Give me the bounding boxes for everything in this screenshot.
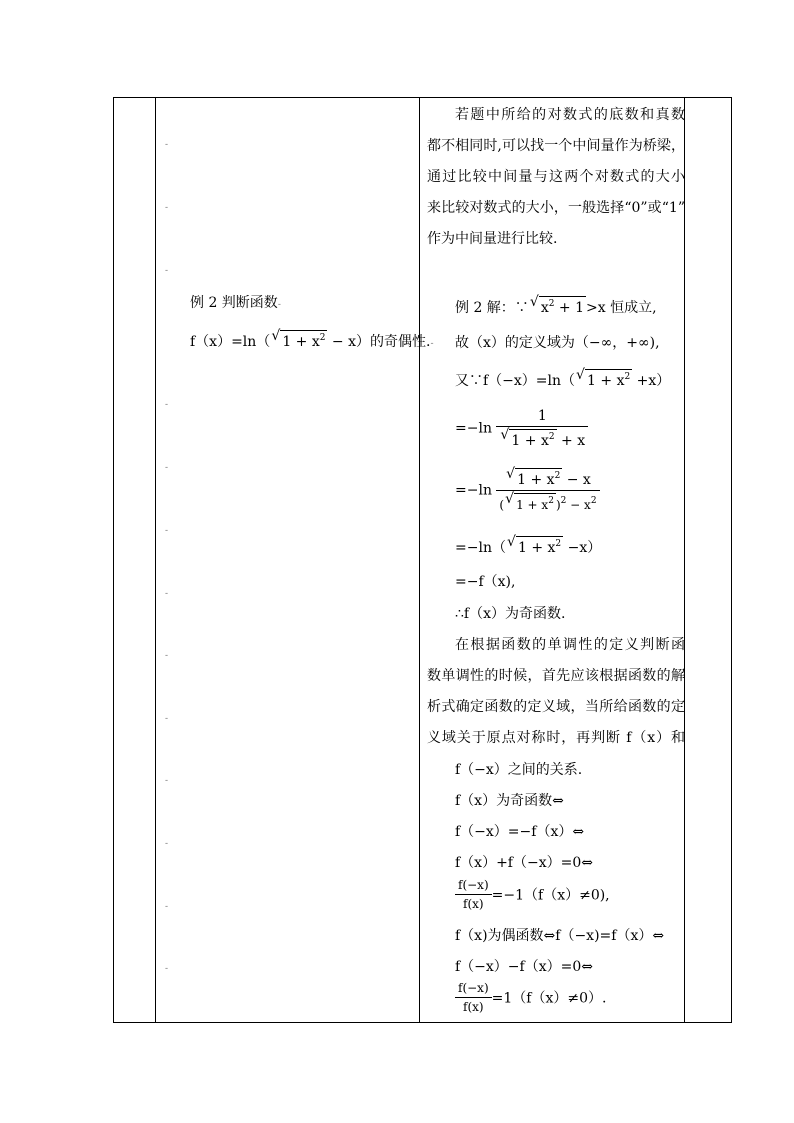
step-1: =−ln 1 √ $1 + x^2 + x$	[455, 408, 588, 449]
function-suffix: − x）的奇偶性.	[327, 334, 431, 350]
paragraph-mark: -	[165, 776, 169, 786]
paragraph-mark: -	[165, 589, 169, 599]
column-divider	[419, 98, 420, 1022]
step-3: =−ln（√ $1 + x^2 -x$）	[455, 536, 601, 557]
example-function	[190, 330, 434, 351]
sqrt-symbol: √ $1 + x^2$	[500, 429, 556, 449]
sqrt-symbol: √ $1 + x^2$	[271, 330, 327, 350]
sqrt-symbol: √ $1 + x^2$	[576, 369, 632, 389]
step-2: =−ln √ $\frac{1 + x^2 - x}{(√ 1 + x^2 )^2 - x^2}$	[455, 468, 600, 513]
fraction: $\frac{f(-x)}{f(x)}$	[455, 878, 492, 911]
para2-line: 数单调性的时候，首先应该根据函数的解	[427, 668, 685, 684]
paragraph-mark: -	[165, 463, 169, 473]
paragraph-mark: -	[430, 339, 434, 349]
column-divider	[155, 98, 156, 1022]
para1-line: 都不相同时,可以找一个中间量作为桥梁，	[427, 138, 685, 154]
paragraph-mark: -	[165, 140, 169, 150]
function-prefix: f（x）=ln（	[190, 334, 271, 350]
para2-line: 义域关于原点对称时，再判断 f（x）和	[427, 730, 685, 746]
example-title: 例 2 判断函数-	[190, 295, 281, 311]
even-label: f（x)为偶函数⇔f（−x)=f（x）⇔	[455, 928, 665, 944]
odd-condition-1: f（−x）=−f（x）⇔	[455, 824, 585, 840]
para2-line: 在根据函数的单调性的定义判断函	[455, 637, 685, 653]
para1-line: 来比较对数式的大小，一般选择“0”或“1”	[427, 200, 685, 216]
paragraph-mark: -	[165, 203, 169, 213]
sqrt-symbol: √ $1 + x^2$	[506, 468, 562, 488]
para1-line: 作为中间量进行比较.	[427, 231, 558, 247]
even-condition-1: f（−x）−f（x）=0⇔	[455, 959, 593, 975]
sqrt-symbol: √ $1 + x^2$	[505, 493, 556, 513]
paragraph-mark: -	[165, 266, 169, 276]
fraction: $\frac{f(-x)}{f(x)}$	[455, 981, 492, 1014]
paragraph-mark: -	[165, 714, 169, 724]
para2-line: 析式确定函数的定义域，当所给函数的定	[427, 699, 685, 715]
paragraph-mark: -	[165, 651, 169, 661]
solution-intro: 例 2 解：∵√ $x^2 + 1 >x$ 恒成立,	[455, 296, 657, 317]
paragraph-mark: -	[165, 964, 169, 974]
fraction: 1 √ $1 + x^2 + x$	[496, 408, 588, 449]
conclusion: ∴f（x）为奇函数.	[455, 606, 566, 622]
paragraph-mark: -	[165, 526, 169, 536]
odd-condition-2: f（x）+f（−x）=0⇔	[455, 855, 593, 871]
fraction: √ $\frac{1 + x^2 - x}{(√ 1 + x^2 )^2 - x^2}$	[496, 468, 599, 513]
even-condition-2: $\frac{f(-x)}{f(x)}$ =1（f（x）≠0）.	[455, 981, 606, 1014]
again-line: 又∵f（−x）=ln（√ $1 + x^2 +x$）	[455, 369, 670, 390]
domain-line: 故（x）的定义域为（−∞，+∞),	[455, 335, 660, 351]
step-4: =−f（x),	[455, 574, 516, 590]
para1-line: 通过比较中间量与这两个对数式的大小	[427, 169, 685, 185]
para2-last: f（−x）之间的关系.	[455, 762, 583, 778]
paragraph-mark: -	[165, 839, 169, 849]
paragraph-mark: -	[165, 902, 169, 912]
paragraph-mark: -	[165, 400, 169, 410]
paragraph-mark: -	[277, 300, 281, 310]
para1-line: 若题中所给的对数式的底数和真数	[455, 107, 685, 123]
odd-label: f（x）为奇函数⇔	[455, 793, 564, 809]
sqrt-symbol: √ $1 + x^2$	[507, 536, 563, 556]
odd-condition-3: $\frac{f(-x)}{f(x)}$ =−1（f（x）≠0),	[455, 878, 610, 911]
sqrt-symbol: √ $x^2 + 1$	[530, 296, 586, 316]
